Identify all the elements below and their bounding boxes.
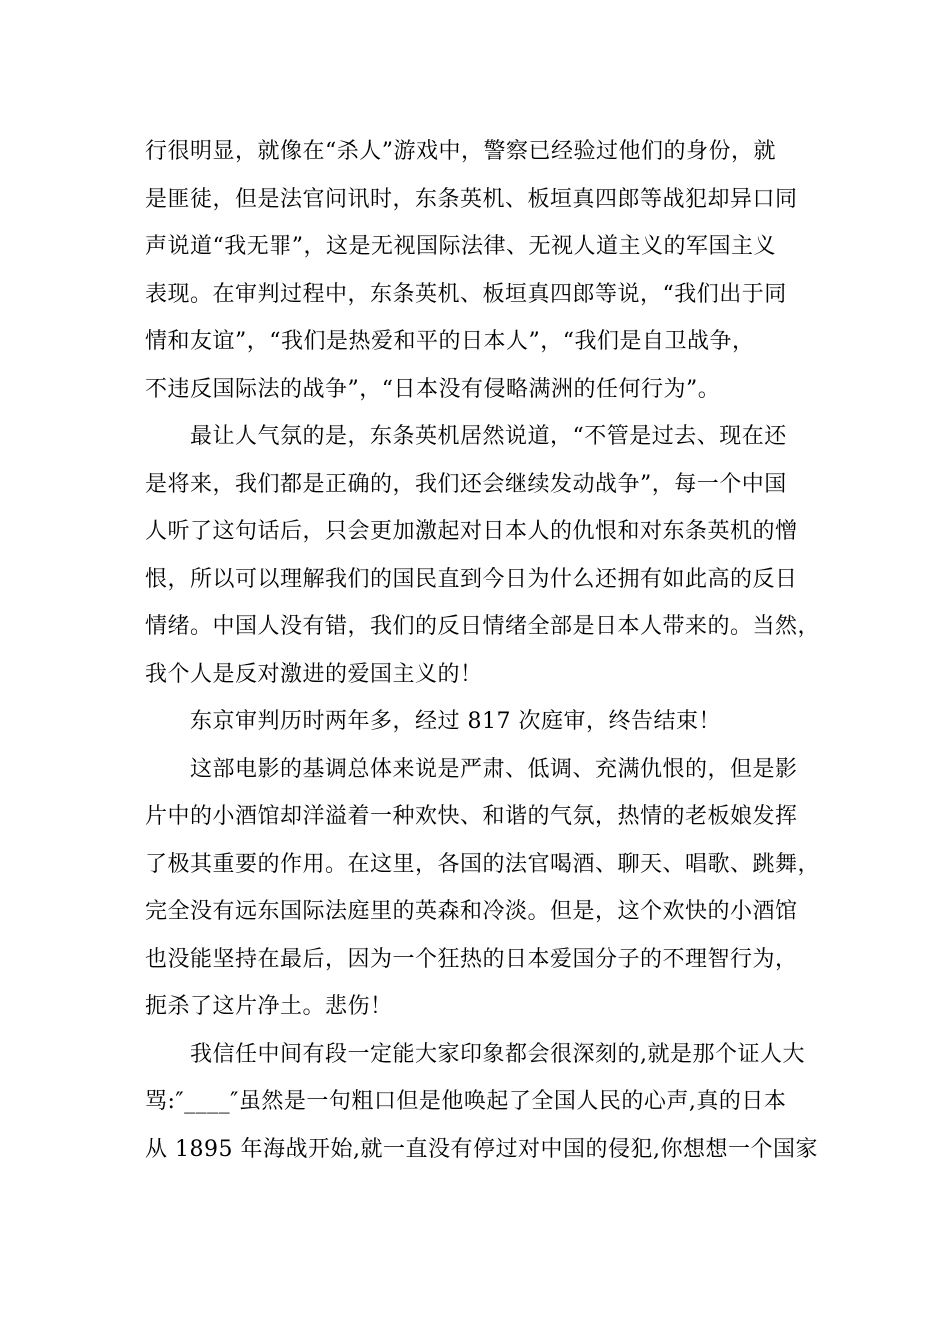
- text-line: 从 1895 年海战开始,就一直没有停过对中国的侵犯,你想想一个国家: [145, 1136, 818, 1162]
- text-line: 是匪徒，但是法官问讯时，东条英机、板垣真四郎等战犯却异口同: [145, 186, 798, 212]
- text-line: 是将来，我们都是正确的，我们还会继续发动战争”，每一个中国: [145, 471, 787, 497]
- text-line: 不违反国际法的战争”，“日本没有侵略满洲的任何行为”。: [145, 376, 721, 402]
- text-line: 恨，所以可以理解我们的国民直到今日为什么还拥有如此高的反日: [145, 566, 798, 592]
- text-line: 表现。在审判过程中，东条英机、板垣真四郎等说，“我们出于同: [145, 281, 787, 307]
- text-line: 人听了这句话后，只会更加激起对日本人的仇恨和对东条英机的憎: [145, 519, 798, 544]
- paragraph-first-line: 最让人气氛的是，东条英机居然说道，“不管是过去、现在还: [190, 424, 787, 449]
- text-line: 也没能坚持在最后，因为一个狂热的日本爱国分子的不理智行为，: [145, 946, 798, 972]
- text-line: 声说道“我无罪”，这是无视国际法律、无视人道主义的军国主义: [145, 234, 776, 259]
- text-line: 完全没有远东国际法庭里的英森和冷淡。但是，这个欢快的小酒馆: [145, 899, 798, 924]
- text-line: 片中的小酒馆却洋溢着一种欢快、和谐的气氛，热情的老板娘发挥: [145, 804, 798, 829]
- text-line: 行很明显，就像在“杀人”游戏中，警察已经验过他们的身份，就: [145, 139, 776, 164]
- text-line: 情和友谊”，“我们是热爱和平的日本人”，“我们是自卫战争，: [145, 329, 755, 354]
- text-line: 了极其重要的作用。在这里，各国的法官喝酒、聊天、唱歌、跳舞，: [145, 851, 821, 877]
- text-line: 情绪。中国人没有错，我们的反日情绪全部是日本人带来的。当然，: [145, 614, 821, 639]
- paragraph-first-line: 东京审判历时两年多，经过 817 次庭审，终告结束！: [190, 709, 721, 734]
- text-line: 扼杀了这片净土。悲伤！: [145, 994, 393, 1019]
- text-line: 骂:″____″虽然是一句粗口但是他唤起了全国人民的心声,真的日本: [145, 1089, 787, 1114]
- paragraph-first-line: 这部电影的基调总体来说是严肃、低调、充满仇恨的，但是影: [190, 756, 798, 782]
- paragraph-first-line: 我信任中间有段一定能大家印象都会很深刻的,就是那个证人大: [190, 1041, 805, 1067]
- body-text: [145, 128, 825, 1173]
- text-line: 我个人是反对激进的爱国主义的！: [145, 661, 483, 687]
